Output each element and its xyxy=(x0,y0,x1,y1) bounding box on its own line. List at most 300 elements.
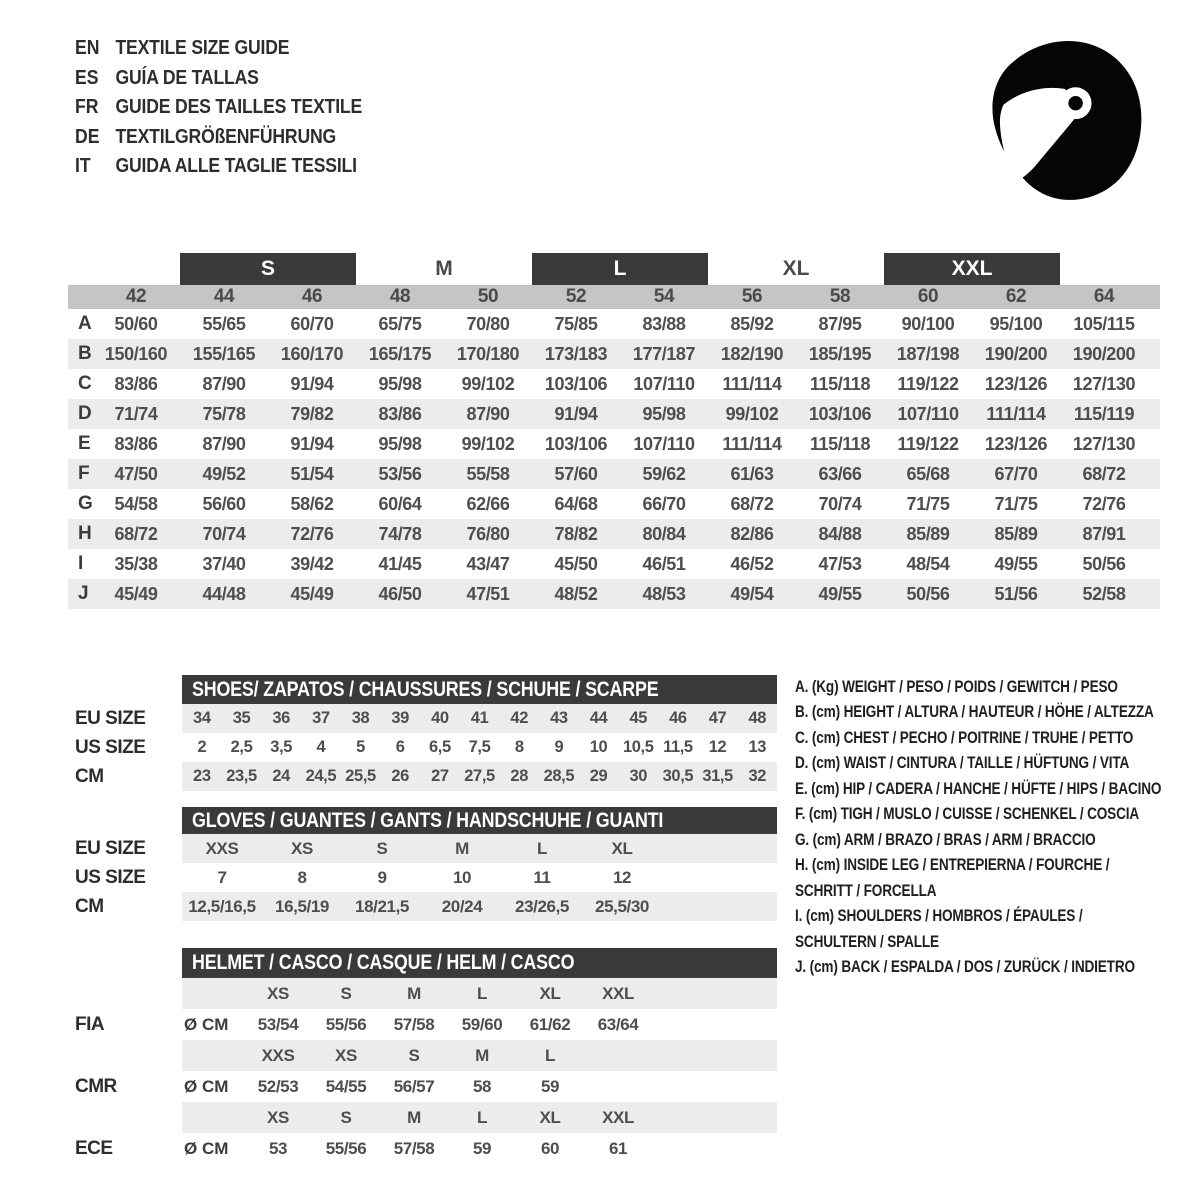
gloves-value-cell: 11 xyxy=(533,867,551,887)
guide-title: GUÍA DE TALLAS xyxy=(115,66,259,89)
size-value-cell: 54/58 xyxy=(114,493,158,514)
legend-line: I. (cm) SHOULDERS / HOMBROS / ÉPAULES / xyxy=(795,906,1083,926)
size-value-cell: 72/76 xyxy=(290,523,334,544)
size-value-cell: 111/114 xyxy=(986,403,1046,424)
size-value-cell: 150/160 xyxy=(104,343,168,364)
shoes-value-cell: 26 xyxy=(391,767,409,785)
measure-letter: C xyxy=(78,373,92,394)
size-value-cell: 84/88 xyxy=(818,523,862,544)
legend-line: H. (cm) INSIDE LEG / ENTREPIERNA / FOURCHE / xyxy=(795,855,1110,875)
size-value-cell: 91/94 xyxy=(290,373,334,394)
size-value-cell: 71/74 xyxy=(114,403,158,424)
gloves-value-cell: 25,5/30 xyxy=(595,896,649,916)
helmet-value-cell: 53 xyxy=(268,1138,288,1158)
size-value-cell: 46/52 xyxy=(730,553,774,574)
shoes-value-cell: 46 xyxy=(669,709,687,727)
shoes-value-cell: 3,5 xyxy=(270,738,293,756)
size-group-s: S xyxy=(180,253,356,285)
size-value-cell: 45/50 xyxy=(554,553,598,574)
legend-line: SCHRITT / FORCELLA xyxy=(795,880,937,900)
size-value-cell: 65/68 xyxy=(906,463,950,484)
size-value-cell: 87/95 xyxy=(818,313,862,334)
shoes-value-cell: 27,5 xyxy=(464,767,495,785)
size-value-cell: 111/114 xyxy=(722,373,782,394)
shoes-value-cell: 37 xyxy=(312,709,330,727)
numeric-size: 44 xyxy=(213,286,235,307)
helmet-values xyxy=(182,1009,777,1040)
shoes-size-table xyxy=(68,675,777,791)
shoes-value-cell: 35 xyxy=(232,709,251,727)
size-value-cell: 119/122 xyxy=(897,373,959,394)
size-group-xxl: XXL xyxy=(884,253,1060,285)
size-value-cell: 190/200 xyxy=(1072,343,1136,364)
size-value-cell: 182/190 xyxy=(720,343,784,364)
helmet-value-cell: 59 xyxy=(472,1138,492,1158)
numeric-size: 46 xyxy=(301,286,323,307)
numeric-size: 60 xyxy=(917,286,939,307)
helmet-size-label: L xyxy=(545,1045,555,1065)
size-value-cell: 71/75 xyxy=(994,493,1038,514)
gloves-value-cell: 9 xyxy=(377,867,387,887)
helmet-value-cell: 60 xyxy=(540,1138,560,1158)
shoes-value-cell: 2,5 xyxy=(230,738,253,756)
size-value-cell: 52/58 xyxy=(1082,583,1126,604)
helmet-title: HELMET / CASCO / CASQUE / HELM / CASCO xyxy=(192,951,575,974)
legend-line: SCHULTERN / SPALLE xyxy=(795,931,939,951)
size-value-cell: 83/86 xyxy=(114,433,158,454)
gloves-row-label: CM xyxy=(75,895,104,917)
size-table-row xyxy=(68,549,1160,579)
helmet-size-label: XL xyxy=(539,1107,561,1127)
legend-line: C. (cm) CHEST / PECHO / POITRINE / TRUHE / PETTO xyxy=(795,727,1134,747)
size-value-cell: 41/45 xyxy=(378,553,422,574)
helmet-value-cell: 59 xyxy=(540,1076,560,1096)
language-code: DE xyxy=(75,125,100,148)
gloves-row-values xyxy=(182,892,777,921)
helmet-values-row xyxy=(68,1133,777,1164)
size-value-cell: 82/86 xyxy=(730,523,774,544)
size-value-cell: 83/88 xyxy=(642,313,686,334)
legend-line: A. (Kg) WEIGHT / PESO / POIDS / GEWITCH / PESO xyxy=(795,676,1118,696)
size-value-cell: 185/195 xyxy=(808,343,872,364)
legend-line: J. (cm) BACK / ESPALDA / DOS / ZURÜCK / INDIETRO xyxy=(795,957,1135,977)
helmet-value-cell: 58 xyxy=(472,1076,492,1096)
language-code: FR xyxy=(75,96,99,119)
measure-letter: A xyxy=(78,313,92,334)
shoes-row-values xyxy=(182,704,777,733)
shoes-value-cell: 24,5 xyxy=(305,767,337,785)
helmet-value-cell: 57/58 xyxy=(393,1138,435,1158)
helmet-size-label: M xyxy=(407,983,421,1003)
gloves-value-cell: 8 xyxy=(297,867,307,887)
helmet-value-cell: 61 xyxy=(608,1138,628,1158)
guide-title: GUIDE DES TAILLES TEXTILE xyxy=(115,96,363,119)
language-code: IT xyxy=(75,155,91,178)
measure-letter: J xyxy=(78,583,89,604)
numeric-size: 56 xyxy=(741,286,763,307)
shoes-value-cell: 43 xyxy=(550,709,568,727)
size-value-cell: 160/170 xyxy=(280,343,344,364)
gloves-header-row xyxy=(68,807,777,834)
helmet-unit-label: Ø CM xyxy=(184,1138,229,1158)
size-value-cell: 95/100 xyxy=(989,313,1043,334)
size-value-cell: 50/60 xyxy=(114,313,158,334)
helmet-sizes-row xyxy=(68,978,777,1009)
size-value-cell: 49/52 xyxy=(202,463,246,484)
size-value-cell: 51/56 xyxy=(994,583,1038,604)
helmet-value-cell: 61/62 xyxy=(529,1014,571,1034)
size-value-cell: 67/70 xyxy=(994,463,1038,484)
size-table-row xyxy=(68,309,1160,339)
shoes-value-cell: 6,5 xyxy=(428,738,451,756)
helmet-standard-group xyxy=(68,978,777,1040)
helmet-size-label: L xyxy=(477,983,487,1003)
gloves-value-cell: 12 xyxy=(612,867,632,887)
helmet-sizes-row-spacer xyxy=(68,1040,182,1071)
size-value-cell: 65/75 xyxy=(378,313,422,334)
size-value-cell: 57/60 xyxy=(554,463,598,484)
size-value-cell: 48/54 xyxy=(906,553,950,574)
language-row xyxy=(75,152,362,182)
size-value-cell: 62/66 xyxy=(466,493,510,514)
gloves-value-cell: S xyxy=(376,838,388,858)
helmet-sizes-row-spacer xyxy=(68,1102,182,1133)
size-value-cell: 56/60 xyxy=(202,493,246,514)
shoes-row xyxy=(68,704,777,733)
shoes-value-cell: 36 xyxy=(272,709,290,727)
gloves-row xyxy=(68,892,777,921)
size-group-spacer xyxy=(68,248,180,285)
size-value-cell: 51/54 xyxy=(290,463,334,484)
helmet-value-cell: 55/56 xyxy=(325,1014,367,1034)
gloves-size-table xyxy=(68,807,777,921)
helmet-value-cell: 55/56 xyxy=(325,1138,367,1158)
size-value-cell: 43/47 xyxy=(466,553,510,574)
language-row xyxy=(75,93,362,123)
numeric-size: 52 xyxy=(565,286,587,307)
size-value-cell: 99/102 xyxy=(461,373,515,394)
size-value-cell: 103/106 xyxy=(544,433,608,454)
helmet-standard-label: ECE xyxy=(75,1137,113,1159)
size-value-cell: 190/200 xyxy=(984,343,1048,364)
helmet-value-cell: 54/55 xyxy=(325,1076,367,1096)
size-value-cell: 35/38 xyxy=(114,553,158,574)
gloves-row-values xyxy=(182,834,777,863)
helmet-values xyxy=(182,1133,777,1164)
size-value-cell: 78/82 xyxy=(554,523,598,544)
shoes-row xyxy=(68,733,777,762)
size-value-cell: 74/78 xyxy=(378,523,422,544)
size-value-cell: 187/198 xyxy=(896,343,960,364)
size-value-cell: 85/89 xyxy=(906,523,950,544)
helmet-value-cell: 57/58 xyxy=(393,1014,435,1034)
helmet-size-label: XS xyxy=(267,1107,289,1127)
helmet-size-label: L xyxy=(477,1107,487,1127)
shoes-title: SHOES/ ZAPATOS / CHAUSSURES / SCHUHE / SCARPE xyxy=(192,677,659,701)
size-value-cell: 55/65 xyxy=(202,313,246,334)
gloves-value-cell: XXS xyxy=(205,838,239,858)
shoes-value-cell: 24 xyxy=(272,767,290,785)
shoes-value-cell: 41 xyxy=(470,709,489,727)
size-value-cell: 37/40 xyxy=(202,553,246,574)
measurement-legend xyxy=(795,674,1200,980)
gloves-row-label: EU SIZE xyxy=(75,837,146,859)
shoes-value-cell: 27 xyxy=(431,767,449,785)
helmet-sizes-row xyxy=(68,1102,777,1133)
size-value-cell: 107/110 xyxy=(633,373,695,394)
size-value-cell: 49/55 xyxy=(994,553,1038,574)
gloves-row-values xyxy=(182,863,777,892)
shoes-value-cell: 39 xyxy=(391,709,409,727)
size-value-cell: 87/90 xyxy=(466,403,510,424)
shoes-row xyxy=(68,762,777,791)
gloves-value-cell: 10 xyxy=(452,867,472,887)
size-value-cell: 123/126 xyxy=(984,373,1048,394)
gloves-value-cell: XL xyxy=(611,838,633,858)
size-table-row xyxy=(68,429,1160,459)
numeric-size: 50 xyxy=(477,286,499,307)
shoes-value-cell: 38 xyxy=(351,709,370,727)
size-value-cell: 44/48 xyxy=(202,583,246,604)
size-value-cell: 55/58 xyxy=(466,463,510,484)
shoes-value-cell: 28,5 xyxy=(543,767,575,785)
size-value-cell: 95/98 xyxy=(378,373,422,394)
size-value-cell: 45/49 xyxy=(114,583,158,604)
language-row xyxy=(75,64,362,94)
gloves-value-cell: 23/26,5 xyxy=(515,896,569,916)
helmet-value-cell: 53/54 xyxy=(257,1014,299,1034)
size-value-cell: 111/114 xyxy=(722,433,782,454)
helmet-size-label: M xyxy=(475,1045,489,1065)
size-value-cell: 127/130 xyxy=(1072,433,1136,454)
shoes-value-cell: 34 xyxy=(193,709,211,727)
size-value-cell: 60/70 xyxy=(290,313,334,334)
size-value-cell: 87/90 xyxy=(202,433,246,454)
helmet-values-row xyxy=(68,1071,777,1102)
helmet-size-label: XXS xyxy=(261,1045,295,1065)
size-value-cell: 103/106 xyxy=(808,403,872,424)
size-value-cell: 103/106 xyxy=(544,373,608,394)
shoes-row-label: CM xyxy=(75,765,104,787)
gloves-row-label: US SIZE xyxy=(75,866,146,888)
shoes-value-cell: 6 xyxy=(395,738,405,756)
legend-line: G. (cm) ARM / BRAZO / BRAS / ARM / BRACCIO xyxy=(795,829,1096,849)
helmet-size-label: S xyxy=(340,983,352,1003)
shoes-value-cell: 13 xyxy=(748,738,767,756)
size-value-cell: 70/80 xyxy=(466,313,510,334)
size-value-cell: 66/70 xyxy=(642,493,686,514)
size-value-cell: 68/72 xyxy=(114,523,158,544)
size-value-cell: 83/86 xyxy=(378,403,422,424)
size-value-cell: 49/55 xyxy=(818,583,862,604)
helmet-standard-label: CMR xyxy=(75,1075,117,1097)
shoes-value-cell: 48 xyxy=(748,709,767,727)
size-value-cell: 60/64 xyxy=(378,493,422,514)
size-value-cell: 115/118 xyxy=(809,373,871,394)
size-value-cell: 72/76 xyxy=(1082,493,1126,514)
language-row xyxy=(75,34,362,64)
size-value-cell: 76/80 xyxy=(466,523,510,544)
gloves-value-cell: 16,5/19 xyxy=(275,896,329,916)
size-value-cell: 61/63 xyxy=(730,463,774,484)
helmet-sizes-values xyxy=(182,1040,777,1071)
measure-letter: H xyxy=(78,523,92,544)
size-group-m: M xyxy=(435,257,453,280)
size-table-row xyxy=(68,489,1160,519)
shoes-row-label: US SIZE xyxy=(75,736,146,758)
size-value-cell: 68/72 xyxy=(730,493,774,514)
guide-title: GUIDA ALLE TAGLIE TESSILI xyxy=(115,155,357,178)
size-group-xl: XL xyxy=(782,257,810,280)
shoes-value-cell: 23 xyxy=(193,767,211,785)
shoes-value-cell: 30 xyxy=(629,767,647,785)
helmet-value-cell: 52/53 xyxy=(257,1076,299,1096)
guide-title: TEXTILE SIZE GUIDE xyxy=(115,37,290,60)
size-value-cell: 68/72 xyxy=(1082,463,1126,484)
size-value-cell: 48/52 xyxy=(554,583,598,604)
size-value-cell: 115/119 xyxy=(1073,403,1135,424)
size-table-row xyxy=(68,339,1160,369)
size-value-cell: 123/126 xyxy=(984,433,1048,454)
size-value-cell: 47/51 xyxy=(466,583,510,604)
helmet-header-bar xyxy=(182,948,777,978)
size-value-cell: 75/85 xyxy=(554,313,598,334)
shoes-value-cell: 44 xyxy=(589,709,608,727)
shoes-value-cell: 12 xyxy=(708,738,727,756)
size-value-cell: 87/91 xyxy=(1082,523,1126,544)
numeric-size: 42 xyxy=(125,286,147,307)
shoes-value-cell: 5 xyxy=(356,738,365,756)
helmet-standard-label: FIA xyxy=(75,1013,105,1035)
language-row xyxy=(75,123,362,153)
size-value-cell: 119/122 xyxy=(897,433,959,454)
shoes-value-cell: 30,5 xyxy=(662,767,694,785)
size-group-row xyxy=(68,248,1160,285)
gloves-value-cell: M xyxy=(455,838,469,858)
helmet-size-label: XXL xyxy=(602,983,634,1003)
language-code: EN xyxy=(75,37,100,60)
size-value-cell: 58/62 xyxy=(290,493,334,514)
helmet-value-cell: 59/60 xyxy=(461,1014,503,1034)
size-value-cell: 165/175 xyxy=(368,343,432,364)
size-value-cell: 80/84 xyxy=(642,523,686,544)
legend-line: D. (cm) WAIST / CINTURA / TAILLE / HÜFTUNG / VITA xyxy=(795,753,1130,773)
size-value-cell: 47/50 xyxy=(114,463,158,484)
shoes-value-cell: 10 xyxy=(589,738,608,756)
helmet-standard-group xyxy=(68,1102,777,1164)
gloves-value-cell: 12,5/16,5 xyxy=(188,896,256,916)
gloves-value-cell: 20/24 xyxy=(441,896,483,916)
helmet-size-label: M xyxy=(407,1107,421,1127)
helmet-value-cell: 63/64 xyxy=(597,1014,639,1034)
size-value-cell: 64/68 xyxy=(554,493,598,514)
size-value-cell: 70/74 xyxy=(818,493,862,514)
shoes-value-cell: 32 xyxy=(748,767,767,785)
measure-letter: G xyxy=(78,493,93,514)
size-value-cell: 46/50 xyxy=(378,583,422,604)
helmet-size-label: XXL xyxy=(602,1107,634,1127)
measure-letter: E xyxy=(78,433,91,454)
helmet-values xyxy=(182,1071,777,1102)
measure-letter: I xyxy=(78,553,84,574)
numeric-size: 64 xyxy=(1093,286,1115,307)
language-code: ES xyxy=(75,66,99,89)
helmet-size-label: XS xyxy=(267,983,289,1003)
shoes-row-label: EU SIZE xyxy=(75,707,146,729)
racing-helmet-icon xyxy=(978,36,1148,204)
shoes-header-row xyxy=(68,675,777,704)
gloves-value-cell: L xyxy=(537,838,547,858)
gloves-value-cell: XS xyxy=(291,838,313,858)
shoes-value-cell: 42 xyxy=(510,709,528,727)
shoes-value-cell: 29 xyxy=(589,767,608,785)
size-value-cell: 95/98 xyxy=(378,433,422,454)
numeric-size-strip xyxy=(68,285,1160,309)
size-value-cell: 50/56 xyxy=(906,583,950,604)
size-value-cell: 173/183 xyxy=(544,343,608,364)
gloves-row xyxy=(68,834,777,863)
shoes-value-cell: 47 xyxy=(708,709,727,727)
size-value-cell: 170/180 xyxy=(456,343,520,364)
shoes-value-cell: 7,5 xyxy=(468,738,491,756)
helmet-standard-group xyxy=(68,1040,777,1102)
size-value-cell: 59/62 xyxy=(642,463,686,484)
size-value-cell: 90/100 xyxy=(901,313,955,334)
shoes-value-cell: 28 xyxy=(510,767,528,785)
gloves-header-spacer xyxy=(68,807,182,834)
shoes-value-cell: 8 xyxy=(514,738,524,756)
size-value-cell: 48/53 xyxy=(642,583,686,604)
helmet-size-label: S xyxy=(408,1045,420,1065)
legend-line: B. (cm) HEIGHT / ALTURA / HAUTEUR / HÖHE / ALTEZZA xyxy=(795,702,1154,722)
guide-title: TEXTILGRÖßENFÜHRUNG xyxy=(115,125,337,148)
size-value-cell: 45/49 xyxy=(290,583,334,604)
size-value-cell: 47/53 xyxy=(818,553,862,574)
size-value-cell: 99/102 xyxy=(461,433,515,454)
helmet-values-row xyxy=(68,1009,777,1040)
size-value-cell: 39/42 xyxy=(290,553,334,574)
numeric-size: 48 xyxy=(389,286,411,307)
measure-letter: D xyxy=(78,403,92,424)
numeric-size: 54 xyxy=(653,286,675,307)
shoes-header-bar xyxy=(182,675,777,704)
gloves-header-bar xyxy=(182,807,777,834)
size-value-cell: 49/54 xyxy=(730,583,774,604)
helmet-sizes-values xyxy=(182,978,777,1009)
size-value-cell: 70/74 xyxy=(202,523,246,544)
size-value-cell: 87/90 xyxy=(202,373,246,394)
measure-letter: B xyxy=(78,343,92,364)
gloves-title: GLOVES / GUANTES / GANTS / HANDSCHUHE / GUANTI xyxy=(192,808,664,832)
size-table-row xyxy=(68,459,1160,489)
size-value-cell: 79/82 xyxy=(290,403,334,424)
helmet-size-table xyxy=(68,948,777,1164)
helmet-sizes-row xyxy=(68,1040,777,1071)
size-value-cell: 107/110 xyxy=(633,433,695,454)
size-value-cell: 155/165 xyxy=(192,343,256,364)
size-value-cell: 85/89 xyxy=(994,523,1038,544)
helmet-value-cell: 56/57 xyxy=(393,1076,435,1096)
helmet-unit-label: Ø CM xyxy=(184,1014,229,1034)
textile-size-table xyxy=(68,248,1160,609)
shoes-value-cell: 2 xyxy=(197,738,207,756)
shoes-row-values xyxy=(182,733,777,762)
size-value-cell: 127/130 xyxy=(1072,373,1136,394)
shoes-value-cell: 4 xyxy=(316,738,326,756)
helmet-sizes-values xyxy=(182,1102,777,1133)
language-title-list xyxy=(75,34,401,182)
size-table-row xyxy=(68,579,1160,609)
